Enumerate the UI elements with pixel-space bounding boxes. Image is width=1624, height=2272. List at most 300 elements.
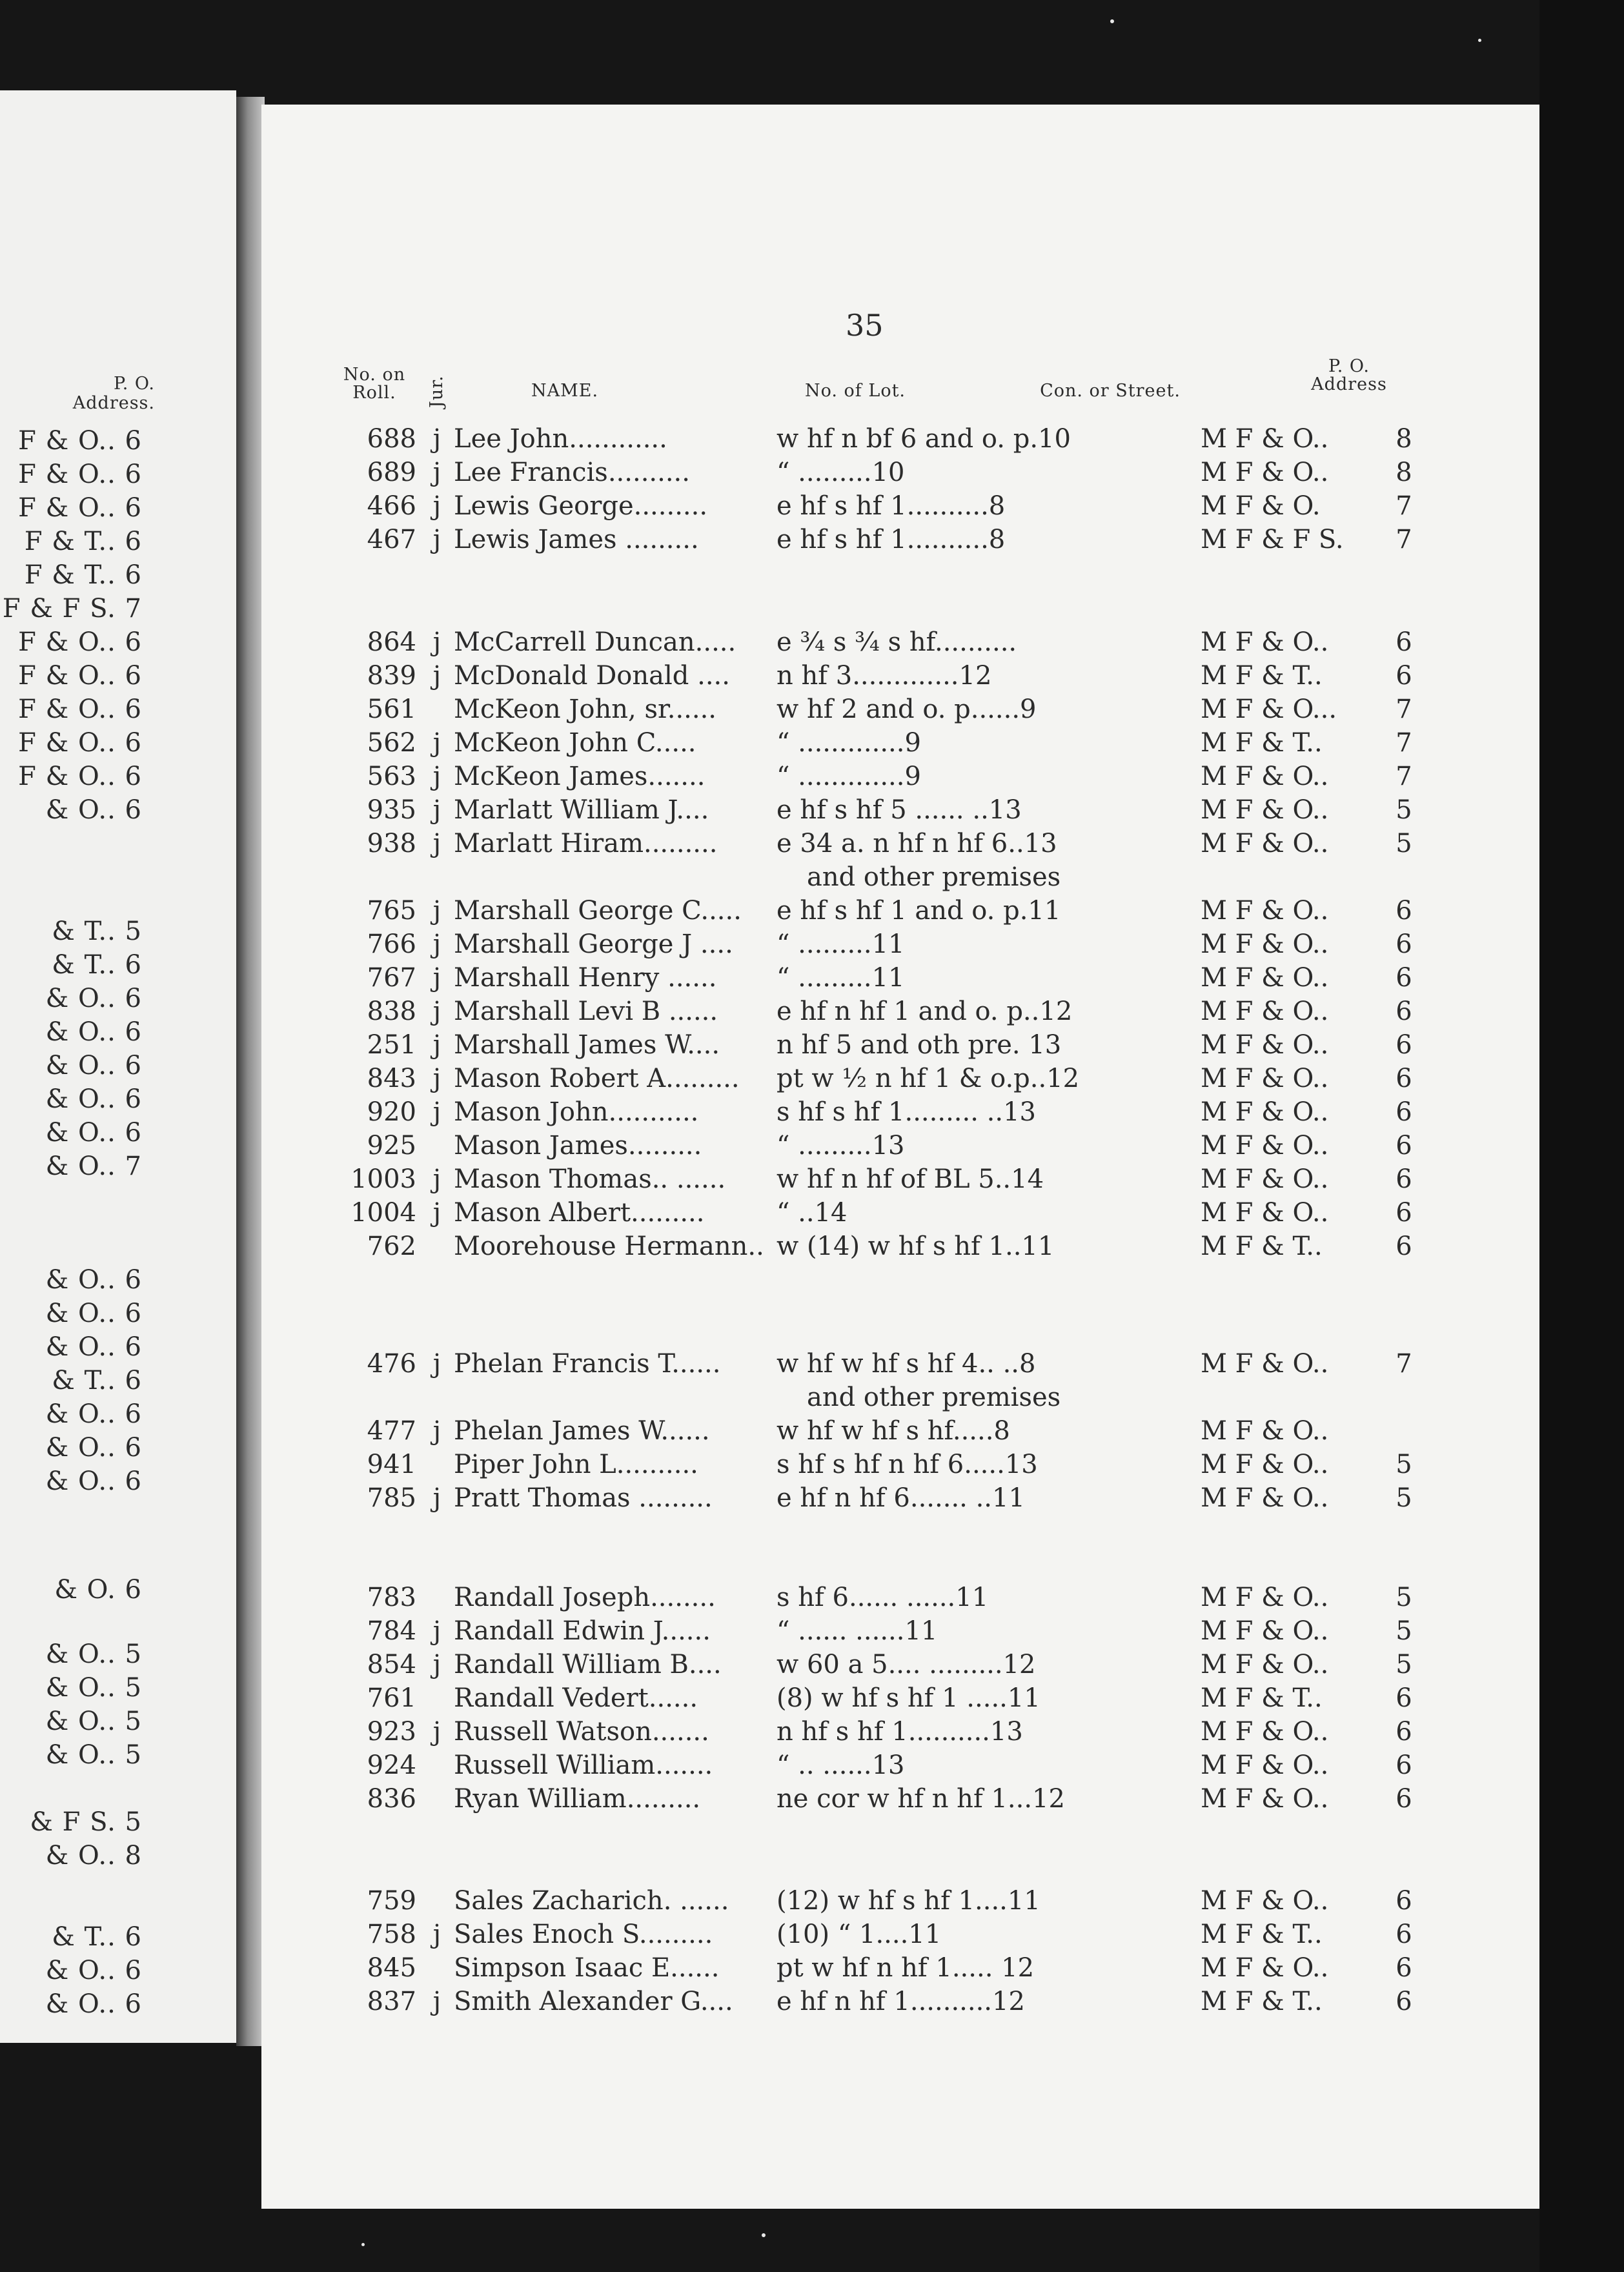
roll-number: 836 <box>367 1784 416 1814</box>
person-name: Russell William....... <box>454 1750 713 1780</box>
roll-number: 1004 <box>350 1198 416 1228</box>
lot-description: s hf s hf 1......... ..13 <box>776 1097 1036 1127</box>
ledger-row <box>261 1131 1539 1163</box>
left-po-entry: F & T.. 6 <box>24 527 142 556</box>
roll-number: 935 <box>367 795 416 825</box>
po-address: M F & T.. <box>1201 661 1323 691</box>
left-po-entry: & O.. 6 <box>45 1299 142 1328</box>
juror-mark: j <box>432 997 442 1026</box>
lot-description: (10) “ 1....11 <box>776 1920 942 1949</box>
ledger-row <box>261 1953 1539 1985</box>
person-name: Lee Francis.......... <box>454 458 690 487</box>
person-name: Randall Edwin J...... <box>454 1616 711 1646</box>
ledger-row <box>261 1164 1539 1197</box>
left-po-entry: & O.. 6 <box>45 984 142 1013</box>
ledger-row <box>261 963 1539 995</box>
ledger-row <box>261 1583 1539 1615</box>
po-number: 5 <box>1396 1450 1412 1479</box>
po-number: 6 <box>1396 896 1412 926</box>
person-name: Pratt Thomas ......... <box>454 1483 713 1513</box>
lot-description: w 60 a 5.... .........12 <box>776 1650 1036 1679</box>
juror-mark: j <box>432 491 442 521</box>
lot-description: w (14) w hf s hf 1..11 <box>776 1232 1055 1261</box>
po-number: 5 <box>1396 829 1412 858</box>
po-number: 5 <box>1396 1483 1412 1513</box>
lot-description: e hf n hf 6....... ..11 <box>776 1483 1025 1513</box>
left-po-address-header <box>13 374 155 413</box>
lot-description: “ .........11 <box>776 963 905 993</box>
header-line: Address <box>1311 374 1387 394</box>
film-margin <box>1539 0 1624 2272</box>
left-po-entry: & T.. 5 <box>52 917 142 946</box>
person-name: Randall William B.... <box>454 1650 722 1679</box>
left-po-entry: & O.. 6 <box>45 1956 142 1985</box>
person-name: McKeon John C..... <box>454 728 696 758</box>
roll-number: 838 <box>367 997 416 1026</box>
roll-number: 251 <box>367 1030 416 1060</box>
lot-description: e hf n hf 1..........12 <box>776 1987 1025 2016</box>
lot-description: “ .............9 <box>776 762 921 791</box>
po-number: 6 <box>1396 1920 1412 1949</box>
ledger-row <box>261 627 1539 660</box>
roll-number: 920 <box>367 1097 416 1127</box>
person-name: Mason Albert......... <box>454 1198 705 1228</box>
ledger-row <box>261 1450 1539 1482</box>
po-address: M F & O.. <box>1201 1886 1329 1916</box>
left-po-entry: & O.. 5 <box>45 1639 142 1669</box>
po-address: M F & T.. <box>1201 1987 1323 2016</box>
lot-description: pt w ½ n hf 1 & o.p..12 <box>776 1064 1080 1093</box>
ledger-row <box>261 1987 1539 2019</box>
left-po-entry: F & T.. 6 <box>24 560 142 590</box>
left-po-entry: F & O.. 6 <box>18 695 142 724</box>
ledger-row <box>261 997 1539 1029</box>
left-po-entry: & O.. 6 <box>45 1118 142 1148</box>
lot-description: s hf s hf n hf 6.....13 <box>776 1450 1038 1479</box>
ledger-row <box>261 1886 1539 1918</box>
po-number: 6 <box>1396 1784 1412 1814</box>
po-number: 5 <box>1396 1650 1412 1679</box>
lot-description: e ¾ s ¾ s hf.......... <box>776 627 1017 657</box>
roll-number: 765 <box>367 896 416 926</box>
lot-description: “ .............9 <box>776 728 921 758</box>
left-po-entry: & O.. 6 <box>45 1399 142 1429</box>
left-po-entry: & O.. 6 <box>45 1332 142 1362</box>
ledger-row <box>261 762 1539 794</box>
left-po-entry: & O.. 6 <box>45 1265 142 1295</box>
lot-description: s hf 6...... ......11 <box>776 1583 989 1612</box>
po-address: M F & O.. <box>1201 424 1329 454</box>
film-speck <box>361 2243 365 2246</box>
lot-description: w hf n hf of BL 5..14 <box>776 1164 1044 1194</box>
lot-description: e 34 a. n hf n hf 6..13 <box>776 829 1057 858</box>
left-po-entry: & O.. 5 <box>45 1707 142 1736</box>
lot-description: pt w hf n hf 1..... 12 <box>776 1953 1035 1983</box>
po-address: M F & O.. <box>1201 1483 1329 1513</box>
po-address: M F & T.. <box>1201 1920 1323 1949</box>
po-address: M F & O.. <box>1201 1650 1329 1679</box>
roll-number: 1003 <box>350 1164 416 1194</box>
previous-page-fragment <box>0 90 236 2043</box>
po-address: M F & O.. <box>1201 1198 1329 1228</box>
left-po-entry: & F S. 5 <box>30 1807 142 1837</box>
lot-description: e hf s hf 1 and o. p.11 <box>776 896 1061 926</box>
ledger-row <box>261 458 1539 490</box>
ledger-row <box>261 1064 1539 1096</box>
po-address: M F & O.. <box>1201 829 1329 858</box>
roll-number: 561 <box>367 695 416 724</box>
lot-description: n hf 5 and oth pre. 13 <box>776 1030 1062 1060</box>
ledger-row <box>261 896 1539 928</box>
po-number: 6 <box>1396 627 1412 657</box>
left-po-header-line: Address. <box>72 393 155 413</box>
ledger-row <box>261 695 1539 727</box>
person-name: Piper John L.......... <box>454 1450 698 1479</box>
left-po-entry: & O.. 5 <box>45 1673 142 1703</box>
header-line: No. on <box>343 365 406 385</box>
ledger-row <box>261 1232 1539 1264</box>
ledger-row <box>261 1784 1539 1816</box>
po-number: 7 <box>1396 491 1412 521</box>
left-po-entry: F & O.. 6 <box>18 762 142 791</box>
left-po-header-line: P. O. <box>114 374 155 394</box>
roll-number: 563 <box>367 762 416 791</box>
lot-description: “ .........10 <box>776 458 905 487</box>
po-address: M F & T.. <box>1201 1683 1323 1713</box>
juror-mark: j <box>432 1616 442 1646</box>
roll-number: 467 <box>367 525 416 554</box>
ledger-row <box>261 1650 1539 1682</box>
juror-mark: j <box>432 1920 442 1949</box>
left-po-entry: & O.. 6 <box>45 1051 142 1080</box>
person-name: Marshall Henry ...... <box>454 963 717 993</box>
person-name: Phelan Francis T...... <box>454 1349 721 1379</box>
po-number: 7 <box>1396 1349 1412 1379</box>
po-number: 8 <box>1396 424 1412 454</box>
header-jur: Jur. <box>427 375 447 408</box>
roll-number: 925 <box>367 1131 416 1161</box>
person-name: Mason James......... <box>454 1131 702 1161</box>
po-address: M F & O.. <box>1201 1416 1329 1446</box>
roll-number: 923 <box>367 1717 416 1747</box>
lot-description: ne cor w hf n hf 1...12 <box>776 1784 1065 1814</box>
ledger-row <box>261 1030 1539 1062</box>
po-number: 6 <box>1396 1987 1412 2016</box>
roll-number: 466 <box>367 491 416 521</box>
header-line: Roll. <box>352 383 396 403</box>
po-number: 6 <box>1396 661 1412 691</box>
po-number: 6 <box>1396 1164 1412 1194</box>
ledger-row <box>261 929 1539 962</box>
roll-number: 785 <box>367 1483 416 1513</box>
roll-number: 476 <box>367 1349 416 1379</box>
juror-mark: j <box>432 1483 442 1513</box>
roll-number: 783 <box>367 1583 416 1612</box>
juror-mark: j <box>432 627 442 657</box>
ledger-row <box>261 829 1539 861</box>
roll-number: 767 <box>367 963 416 993</box>
continuation-line: and other premises <box>807 862 1061 892</box>
ledger-row <box>261 1416 1539 1448</box>
ledger-row <box>261 1616 1539 1648</box>
roll-number: 864 <box>367 627 416 657</box>
person-name: Moorehouse Hermann.. <box>454 1232 764 1261</box>
left-po-entry: F & O.. 6 <box>18 627 142 657</box>
juror-mark: j <box>432 896 442 926</box>
left-po-entry: F & O.. 6 <box>18 493 142 523</box>
po-address: M F & O.. <box>1201 795 1329 825</box>
ledger-row <box>261 728 1539 760</box>
left-po-entry: & O.. 6 <box>45 1433 142 1463</box>
left-po-entry: F & O.. 6 <box>18 426 142 456</box>
roll-number: 839 <box>367 661 416 691</box>
juror-mark: j <box>432 762 442 791</box>
po-address: M F & O.. <box>1201 762 1329 791</box>
po-address: M F & O.. <box>1201 1030 1329 1060</box>
juror-mark: j <box>432 458 442 487</box>
roll-number: 843 <box>367 1064 416 1093</box>
juror-mark: j <box>432 829 442 858</box>
lot-description: “ ..14 <box>776 1198 848 1228</box>
po-address: M F & O.. <box>1201 627 1329 657</box>
po-address: M F & O... <box>1201 695 1337 724</box>
ledger-row <box>261 1349 1539 1381</box>
juror-mark: j <box>432 1416 442 1446</box>
left-po-entry: & O.. 6 <box>45 1017 142 1047</box>
film-speck <box>1478 39 1481 42</box>
po-number: 6 <box>1396 1232 1412 1261</box>
po-number: 6 <box>1396 963 1412 993</box>
po-number: 6 <box>1396 1198 1412 1228</box>
roll-number: 688 <box>367 424 416 454</box>
juror-mark: j <box>432 525 442 554</box>
left-po-entry: F & O.. 6 <box>18 460 142 489</box>
po-address: M F & T.. <box>1201 1232 1323 1261</box>
left-po-entry: & O.. 5 <box>45 1740 142 1770</box>
person-name: McKeon James....... <box>454 762 705 791</box>
roll-number: 784 <box>367 1616 416 1646</box>
lot-description: “ .. ......13 <box>776 1750 905 1780</box>
roll-number: 766 <box>367 929 416 959</box>
juror-mark: j <box>432 1064 442 1093</box>
po-address: M F & O. <box>1201 491 1321 521</box>
juror-mark: j <box>432 1349 442 1379</box>
lot-description: w hf n bf 6 and o. p.10 <box>776 424 1071 454</box>
ledger-row <box>261 1198 1539 1230</box>
left-po-entry: & T.. 6 <box>52 950 142 980</box>
po-number: 6 <box>1396 1097 1412 1127</box>
header-name: NAME. <box>531 381 599 401</box>
po-address: M F & O.. <box>1201 963 1329 993</box>
ledger-row <box>261 1097 1539 1130</box>
juror-mark: j <box>432 1987 442 2016</box>
lot-description: w hf 2 and o. p......9 <box>776 695 1037 724</box>
left-po-entry: F & F S. 7 <box>2 594 142 624</box>
roll-number: 758 <box>367 1920 416 1949</box>
left-po-entry: & T.. 6 <box>52 1922 142 1952</box>
po-address: M F & O.. <box>1201 458 1329 487</box>
po-number: 7 <box>1396 762 1412 791</box>
juror-mark: j <box>432 963 442 993</box>
roll-number: 761 <box>367 1683 416 1713</box>
header-line: P. O. <box>1328 356 1370 376</box>
person-name: Lewis George......... <box>454 491 708 521</box>
juror-mark: j <box>432 424 442 454</box>
ledger-row <box>261 1717 1539 1749</box>
left-po-entry: & T.. 6 <box>52 1366 142 1395</box>
lot-description: (8) w hf s hf 1 .....11 <box>776 1683 1040 1713</box>
ledger-row <box>261 1920 1539 1952</box>
roll-number: 941 <box>367 1450 416 1479</box>
person-name: Mason John........... <box>454 1097 699 1127</box>
roll-number: 562 <box>367 728 416 758</box>
roll-number: 845 <box>367 1953 416 1983</box>
po-number: 7 <box>1396 525 1412 554</box>
ledger-row <box>261 525 1539 557</box>
roll-number: 837 <box>367 1987 416 2016</box>
po-address: M F & O.. <box>1201 896 1329 926</box>
person-name: Mason Robert A......... <box>454 1064 740 1093</box>
juror-mark: j <box>432 1030 442 1060</box>
person-name: Mason Thomas.. ...... <box>454 1164 726 1194</box>
roll-number: 762 <box>367 1232 416 1261</box>
po-number: 7 <box>1396 728 1412 758</box>
juror-mark: j <box>432 1198 442 1228</box>
po-number: 6 <box>1396 997 1412 1026</box>
header-lot: No. of Lot. <box>804 381 906 401</box>
po-address: M F & O.. <box>1201 1750 1329 1780</box>
lot-description: “ .........13 <box>776 1131 905 1161</box>
po-number: 6 <box>1396 1131 1412 1161</box>
person-name: Marshall Levi B ...... <box>454 997 718 1026</box>
ledger-row <box>261 661 1539 693</box>
roll-number: 854 <box>367 1650 416 1679</box>
header-po-address <box>1301 358 1397 394</box>
lot-description: “ .........11 <box>776 929 905 959</box>
lot-description: “ ...... ......11 <box>776 1616 938 1646</box>
person-name: Marlatt Hiram......... <box>454 829 718 858</box>
roll-number: 759 <box>367 1886 416 1916</box>
po-number: 6 <box>1396 1683 1412 1713</box>
juror-mark: j <box>432 1650 442 1679</box>
juror-mark: j <box>432 661 442 691</box>
po-number: 6 <box>1396 1953 1412 1983</box>
left-po-entry: & O.. 6 <box>45 1989 142 2019</box>
ledger-row <box>261 491 1539 523</box>
po-address: M F & O.. <box>1201 1717 1329 1747</box>
po-address: M F & O.. <box>1201 1616 1329 1646</box>
po-address: M F & O.. <box>1201 1131 1329 1161</box>
po-address: M F & O.. <box>1201 1583 1329 1612</box>
person-name: Russell Watson....... <box>454 1717 709 1747</box>
po-number: 7 <box>1396 695 1412 724</box>
lot-description: w hf w hf s hf 4.. ..8 <box>776 1349 1036 1379</box>
page-number: 35 <box>846 308 884 343</box>
ledger-row <box>261 424 1539 456</box>
po-number: 6 <box>1396 1750 1412 1780</box>
po-number: 6 <box>1396 929 1412 959</box>
roll-number: 689 <box>367 458 416 487</box>
person-name: Marlatt William J.... <box>454 795 709 825</box>
po-address: M F & O.. <box>1201 1953 1329 1983</box>
lot-description: n hf s hf 1..........13 <box>776 1717 1023 1747</box>
juror-mark: j <box>432 929 442 959</box>
lot-description: e hf s hf 1..........8 <box>776 525 1006 554</box>
person-name: McCarrell Duncan..... <box>454 627 736 657</box>
po-number: 8 <box>1396 458 1412 487</box>
po-address: M F & O.. <box>1201 997 1329 1026</box>
juror-mark: j <box>432 1097 442 1127</box>
left-po-entry: & O. 6 <box>54 1575 142 1605</box>
po-address: M F & O.. <box>1201 1349 1329 1379</box>
book-gutter <box>236 97 265 2046</box>
person-name: Phelan James W...... <box>454 1416 710 1446</box>
po-number: 6 <box>1396 1886 1412 1916</box>
juror-mark: j <box>432 1164 442 1194</box>
ledger-row <box>261 1750 1539 1783</box>
po-number: 6 <box>1396 1030 1412 1060</box>
left-po-entry: F & O.. 6 <box>18 728 142 758</box>
lot-description: e hf s hf 1..........8 <box>776 491 1006 521</box>
po-address: M F & O.. <box>1201 1164 1329 1194</box>
juror-mark: j <box>432 1717 442 1747</box>
person-name: Smith Alexander G.... <box>454 1987 733 2016</box>
lot-description: e hf s hf 5 ...... ..13 <box>776 795 1022 825</box>
roll-number: 477 <box>367 1416 416 1446</box>
juror-mark: j <box>432 728 442 758</box>
person-name: Randall Vedert...... <box>454 1683 698 1713</box>
person-name: Marshall James W.... <box>454 1030 720 1060</box>
ledger-row <box>261 795 1539 827</box>
po-number: 6 <box>1396 1064 1412 1093</box>
person-name: Sales Enoch S......... <box>454 1920 713 1949</box>
header-no-on-roll <box>336 366 413 402</box>
person-name: Lee John............ <box>454 424 667 454</box>
po-address: M F & T.. <box>1201 728 1323 758</box>
person-name: Marshall George J .... <box>454 929 733 959</box>
left-po-entry: & O.. 7 <box>45 1151 142 1181</box>
po-number: 6 <box>1396 1717 1412 1747</box>
po-number: 5 <box>1396 1616 1412 1646</box>
person-name: Simpson Isaac E...... <box>454 1953 720 1983</box>
po-address: M F & F S. <box>1201 525 1344 554</box>
left-po-entry: F & O.. 6 <box>18 661 142 691</box>
ledger-row <box>261 1683 1539 1716</box>
po-number: 5 <box>1396 1583 1412 1612</box>
po-address: M F & O.. <box>1201 1097 1329 1127</box>
person-name: McDonald Donald .... <box>454 661 730 691</box>
person-name: Marshall George C..... <box>454 896 742 926</box>
juror-mark: j <box>432 795 442 825</box>
ledger-row <box>261 1483 1539 1516</box>
left-po-entry: & O.. 6 <box>45 1466 142 1496</box>
left-po-entry: & O.. 6 <box>45 795 142 825</box>
person-name: Lewis James ......... <box>454 525 699 554</box>
left-po-entry: & O.. 8 <box>45 1841 142 1871</box>
left-po-entry: & O.. 6 <box>45 1084 142 1114</box>
po-address: M F & O.. <box>1201 1784 1329 1814</box>
roll-number: 924 <box>367 1750 416 1780</box>
roll-number: 938 <box>367 829 416 858</box>
po-address: M F & O.. <box>1201 1064 1329 1093</box>
lot-description: w hf w hf s hf.....8 <box>776 1416 1010 1446</box>
film-speck <box>762 2233 766 2237</box>
person-name: Sales Zacharich. ...... <box>454 1886 729 1916</box>
person-name: Ryan William......... <box>454 1784 701 1814</box>
header-con-street: Con. or Street. <box>1040 381 1181 401</box>
person-name: McKeon John, sr...... <box>454 695 717 724</box>
lot-description: (12) w hf s hf 1....11 <box>776 1886 1040 1916</box>
